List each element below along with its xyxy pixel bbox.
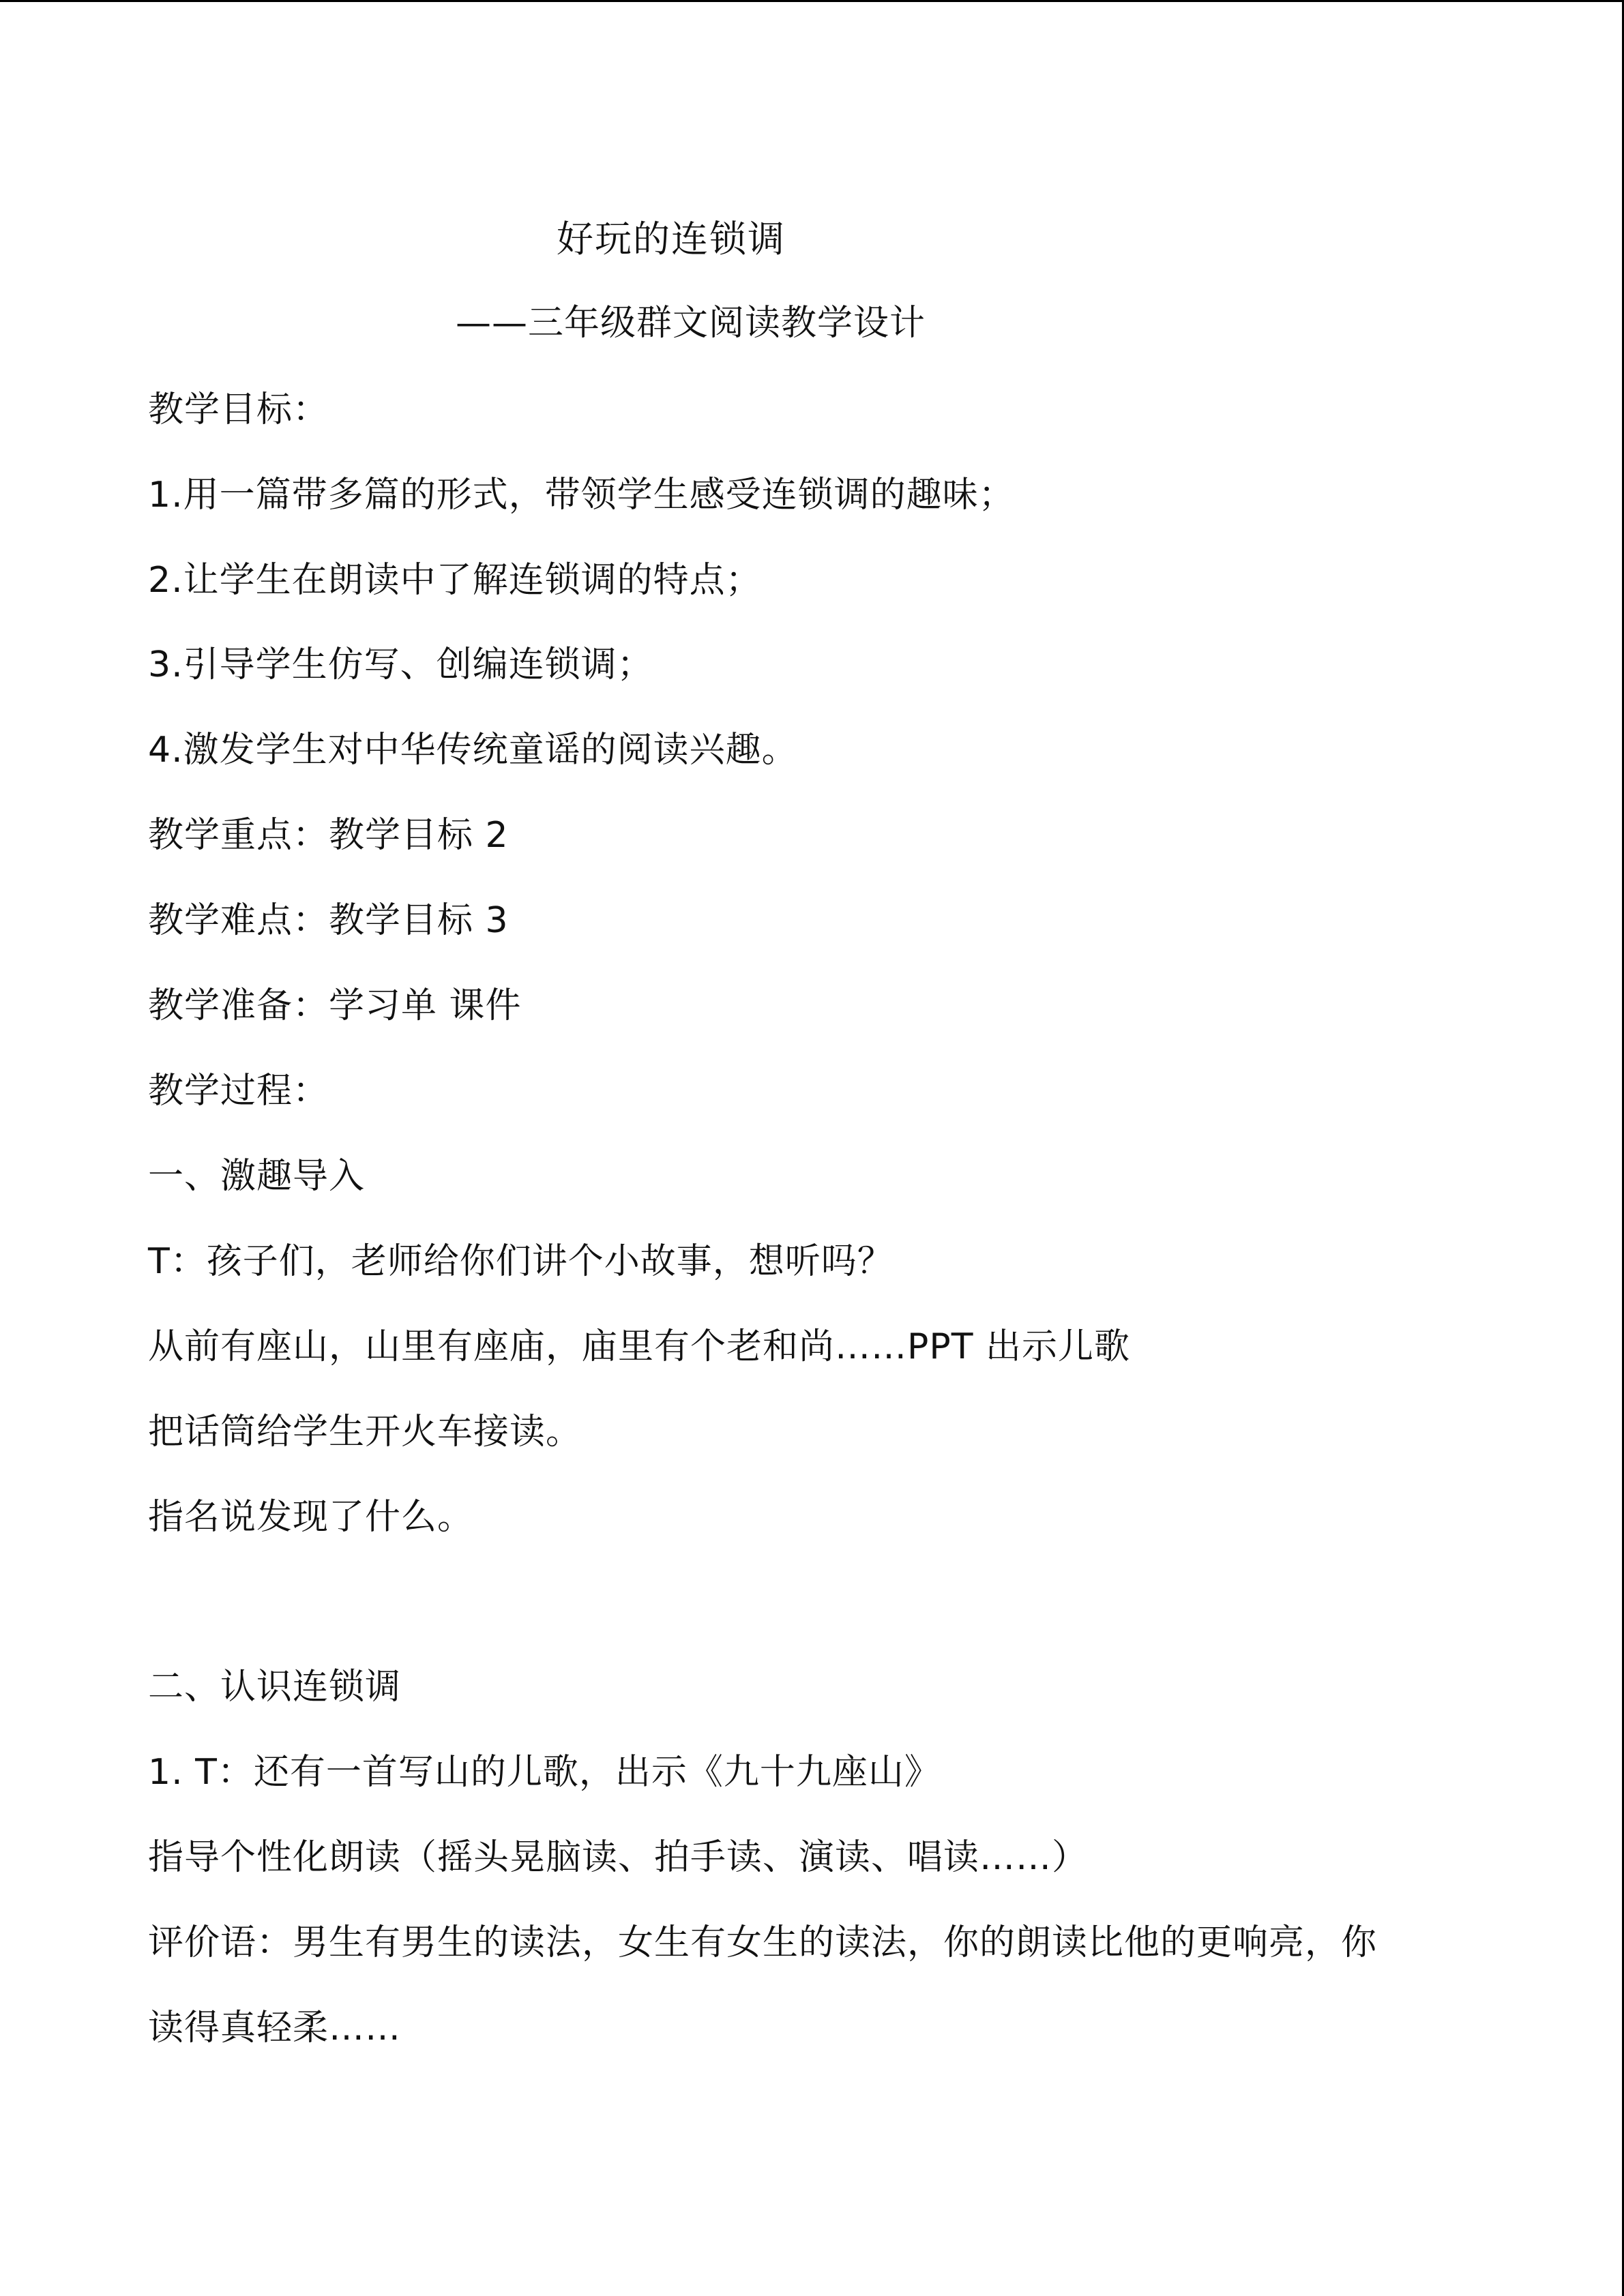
paragraph: 读得真轻柔…… (148, 2008, 402, 2048)
preparation-line: 教学准备：学习单 课件 (148, 985, 522, 1026)
key-point-line: 教学重点：教学目标 2 (148, 815, 509, 856)
document-title: 好玩的连锁调 (557, 218, 786, 260)
paragraph: 把话筒给学生开火车接读。 (148, 1412, 582, 1452)
section-heading: 二、认识连锁调 (148, 1667, 402, 1708)
paragraph: 指导个性化朗读（摇头晃脑读、拍手读、演读、唱读……） (148, 1837, 1089, 1878)
difficult-point-line: 教学难点：教学目标 3 (148, 900, 509, 941)
document-subtitle: ——三年级群文阅读教学设计 (456, 303, 926, 344)
goal-item: 1.用一篇带多篇的形式，带领学生感受连锁调的趣味； (148, 475, 1015, 516)
goal-item: 3.引导学生仿写、创编连锁调； (148, 644, 653, 685)
paragraph: 1. T：还有一首写山的儿歌，出示《九十九座山》 (148, 1752, 941, 1793)
goal-item: 2.让学生在朗读中了解连锁调的特点； (148, 560, 762, 601)
paragraph: 从前有座山，山里有座庙，庙里有个老和尚……PPT 出示儿歌 (148, 1326, 1131, 1367)
goal-item: 4.激发学生对中华传统童谣的阅读兴趣。 (148, 730, 798, 771)
teaching-goals-heading: 教学目标： (148, 389, 329, 430)
process-heading: 教学过程： (148, 1071, 329, 1112)
paragraph: T：孩子们，老师给你们讲个小故事，想听吗？ (148, 1241, 894, 1282)
paragraph: 指名说发现了什么。 (148, 1497, 474, 1538)
section-heading: 一、激趣导入 (148, 1156, 366, 1197)
paragraph: 评价语：男生有男生的读法，女生有女生的读法，你的朗读比他的更响亮，你 (148, 1922, 1378, 1963)
